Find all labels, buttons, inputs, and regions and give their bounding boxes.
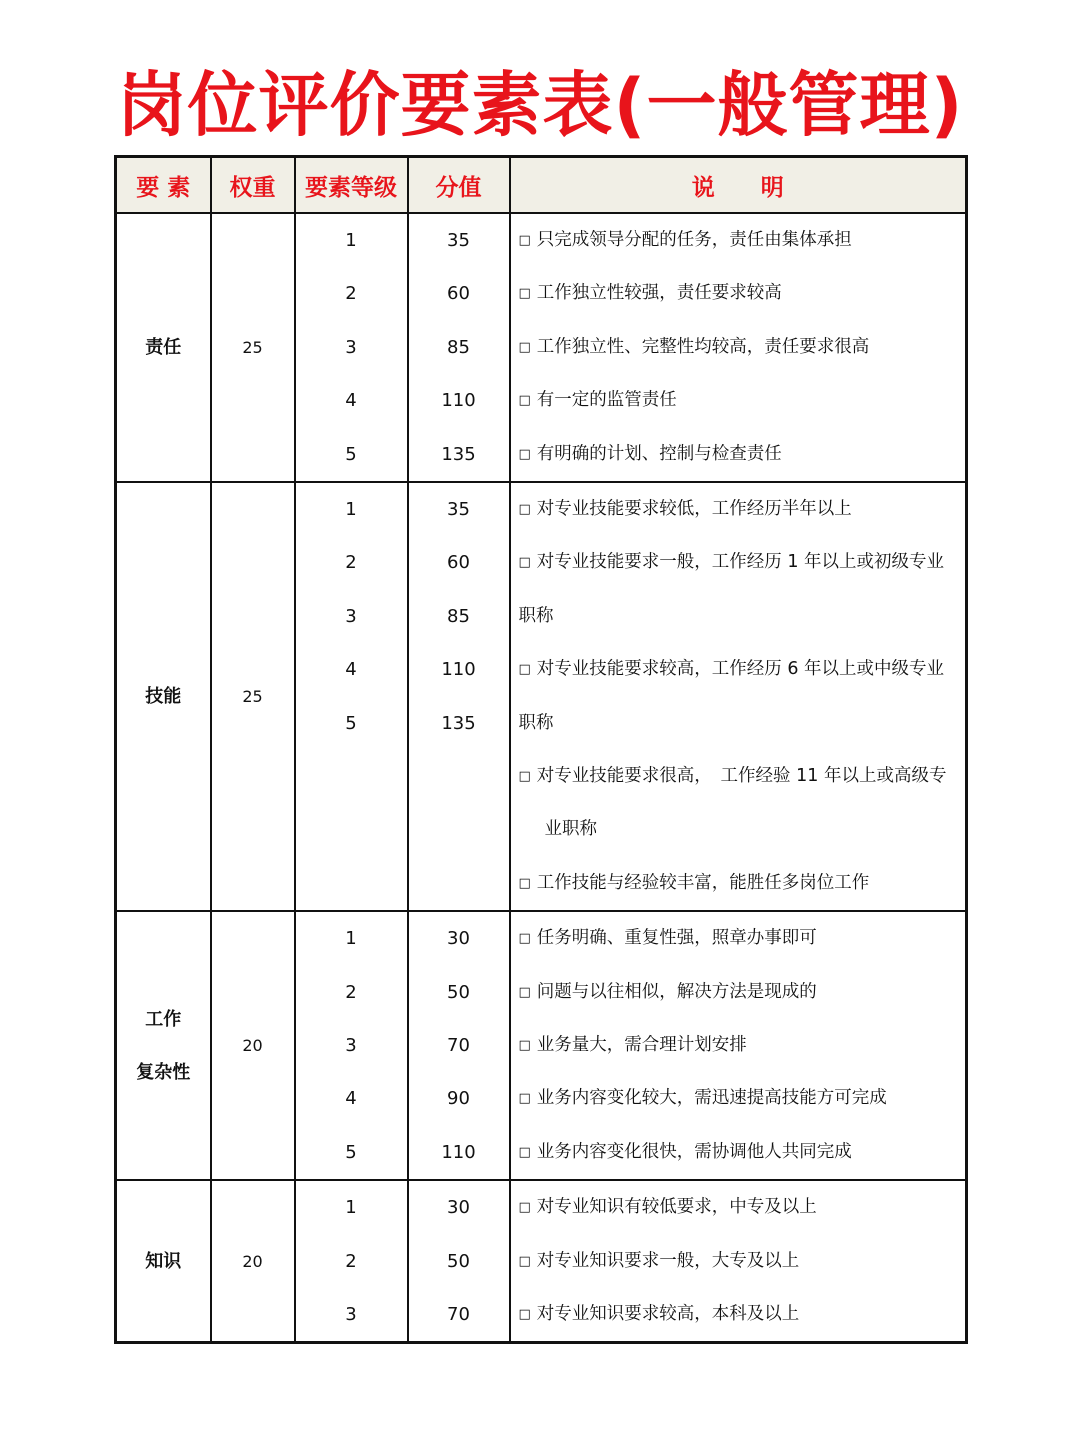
score-value: 110 <box>441 659 476 681</box>
description-text: 问题与以往相似，解决方法是现成的 <box>536 981 817 1002</box>
checkbox-icon: □ <box>518 1306 531 1322</box>
checkbox-icon: □ <box>518 393 531 409</box>
level-value: 5 <box>345 712 357 734</box>
element-cell <box>116 1180 211 1343</box>
description-line <box>511 267 966 320</box>
level-cell <box>295 911 408 1180</box>
checkbox-icon: □ <box>518 233 531 248</box>
description-line <box>511 483 966 536</box>
description-line <box>511 1181 966 1234</box>
description-text: 职称 <box>518 712 554 733</box>
table-header-row <box>116 157 967 214</box>
score-value: 30 <box>447 1197 470 1219</box>
description-cell <box>510 911 967 1180</box>
description-line <box>511 966 966 1019</box>
level-value: 2 <box>345 1250 357 1272</box>
score-value: 60 <box>447 552 470 574</box>
description-text: 业务内容变化很快，需协调他人共同完成 <box>536 1141 852 1162</box>
level-value: 4 <box>345 659 357 681</box>
checkbox-icon: □ <box>518 768 531 784</box>
description-text: 任务明确、重复性强，照章办事即可 <box>536 928 817 949</box>
level-value: 3 <box>345 1303 357 1325</box>
header-weight: 权重 <box>211 157 295 214</box>
score-value: 60 <box>447 283 470 305</box>
description-text: 工作独立性、完整性均较高，责任要求很高 <box>536 336 870 357</box>
level-value: 1 <box>345 928 357 950</box>
description-line <box>511 1019 966 1072</box>
description-line <box>511 1288 966 1341</box>
score-value: 90 <box>447 1088 470 1110</box>
header-level: 要素等级 <box>295 157 408 214</box>
element-cell <box>116 482 211 911</box>
checkbox-icon: □ <box>518 286 531 302</box>
element-name: 责任 <box>145 337 182 358</box>
description-text: 对专业知识有较低要求，中专及以上 <box>536 1197 817 1218</box>
score-value: 35 <box>447 230 470 251</box>
description-text: 业职称 <box>544 819 597 840</box>
score-cell <box>408 1180 510 1343</box>
header-score: 分值 <box>408 157 510 214</box>
table-row <box>116 482 967 911</box>
description-text: 对专业技能要求很高， 工作经验 11 年以上或高级专 <box>536 765 947 786</box>
description-line <box>511 374 966 427</box>
level-value: 1 <box>345 499 357 520</box>
description-text: 职称 <box>518 605 554 626</box>
description-line <box>511 1235 966 1288</box>
description-text: 对专业技能要求一般，工作经历 1 年以上或初级专业 <box>536 552 945 573</box>
description-text: 对专业知识要求一般，大专及以上 <box>536 1250 800 1271</box>
checkbox-icon: □ <box>518 984 531 1000</box>
description-text: 有明确的计划、控制与检查责任 <box>536 443 782 464</box>
level-value: 3 <box>345 605 357 627</box>
score-cell <box>408 213 510 482</box>
description-line <box>511 536 966 589</box>
description-text: 对专业技能要求较高，工作经历 6 年以上或中级专业 <box>536 659 945 680</box>
checkbox-icon: □ <box>518 1200 531 1216</box>
level-cell <box>295 213 408 482</box>
level-value: 4 <box>345 390 357 412</box>
checkbox-icon: □ <box>518 339 531 355</box>
table-row <box>116 213 967 482</box>
score-value: 30 <box>447 928 470 950</box>
level-value: 5 <box>345 443 357 465</box>
table-row <box>116 1180 967 1343</box>
page-title: 岗位评价要素表(一般管理) <box>116 64 964 146</box>
element-cell <box>116 213 211 482</box>
checkbox-icon: □ <box>518 502 531 517</box>
description-line <box>511 1126 966 1179</box>
header-element: 要 素 <box>116 157 211 214</box>
score-value: 50 <box>447 1250 470 1272</box>
level-value: 2 <box>345 552 357 574</box>
checkbox-icon: □ <box>518 446 531 462</box>
description-cell <box>510 1180 967 1343</box>
description-line <box>511 428 966 481</box>
weight-cell: 25 <box>211 482 295 911</box>
checkbox-icon: □ <box>518 662 531 678</box>
level-value: 3 <box>345 1034 357 1056</box>
checkbox-icon: □ <box>518 875 531 891</box>
description-line <box>511 214 966 267</box>
checkbox-icon: □ <box>518 1144 531 1160</box>
score-value: 35 <box>447 499 470 520</box>
description-cell <box>510 213 967 482</box>
element-cell <box>116 911 211 1180</box>
score-value: 50 <box>447 981 470 1003</box>
score-value: 70 <box>447 1034 470 1056</box>
description-text: 业务内容变化较大，需迅速提高技能方可完成 <box>536 1088 887 1109</box>
description-line <box>511 857 966 910</box>
element-name: 技能 <box>145 686 182 708</box>
level-cell <box>295 482 408 911</box>
score-value: 110 <box>441 390 476 412</box>
description-line <box>511 643 966 696</box>
description-text: 对专业技能要求较低，工作经历半年以上 <box>536 499 852 519</box>
description-text: 工作技能与经验较丰富，能胜任多岗位工作 <box>536 872 870 893</box>
level-value: 4 <box>345 1088 357 1110</box>
level-value: 3 <box>345 336 357 358</box>
description-line <box>511 750 966 803</box>
element-name: 复杂性 <box>136 1061 191 1083</box>
level-cell <box>295 1180 408 1343</box>
level-value: 2 <box>345 981 357 1003</box>
description-line <box>511 697 966 750</box>
description-text: 工作独立性较强，责任要求较高 <box>536 283 782 304</box>
score-value: 85 <box>447 605 470 627</box>
level-value: 1 <box>345 1197 357 1219</box>
evaluation-table <box>114 155 968 1344</box>
description-text: 只完成领导分配的任务，责任由集体承担 <box>536 230 852 250</box>
checkbox-icon: □ <box>518 1253 531 1269</box>
element-name: 工作 <box>145 1008 182 1030</box>
weight-cell: 20 <box>211 1180 295 1343</box>
weight-cell: 20 <box>211 911 295 1180</box>
checkbox-icon: □ <box>518 1037 531 1053</box>
description-line <box>511 590 966 643</box>
header-description: 说 明 <box>510 157 967 214</box>
table-row <box>116 911 967 1180</box>
score-value: 70 <box>447 1303 470 1325</box>
description-cell <box>510 482 967 911</box>
element-name: 知识 <box>145 1250 182 1272</box>
description-text: 业务量大，需合理计划安排 <box>536 1034 747 1055</box>
level-value: 2 <box>345 283 357 305</box>
description-line <box>511 803 966 856</box>
level-value: 5 <box>345 1141 357 1163</box>
score-value: 110 <box>441 1141 476 1163</box>
checkbox-icon: □ <box>518 931 531 947</box>
description-line <box>511 1072 966 1125</box>
score-cell <box>408 911 510 1180</box>
checkbox-icon: □ <box>518 555 531 571</box>
score-value: 135 <box>441 712 476 734</box>
description-line <box>511 321 966 374</box>
score-value: 85 <box>447 336 470 358</box>
weight-cell: 25 <box>211 213 295 482</box>
score-value: 135 <box>441 443 476 465</box>
score-cell <box>408 482 510 911</box>
description-text: 对专业知识要求较高，本科及以上 <box>536 1303 800 1324</box>
checkbox-icon: □ <box>518 1091 531 1107</box>
level-value: 1 <box>345 230 357 251</box>
description-text: 有一定的监管责任 <box>536 390 677 411</box>
description-line <box>511 912 966 965</box>
